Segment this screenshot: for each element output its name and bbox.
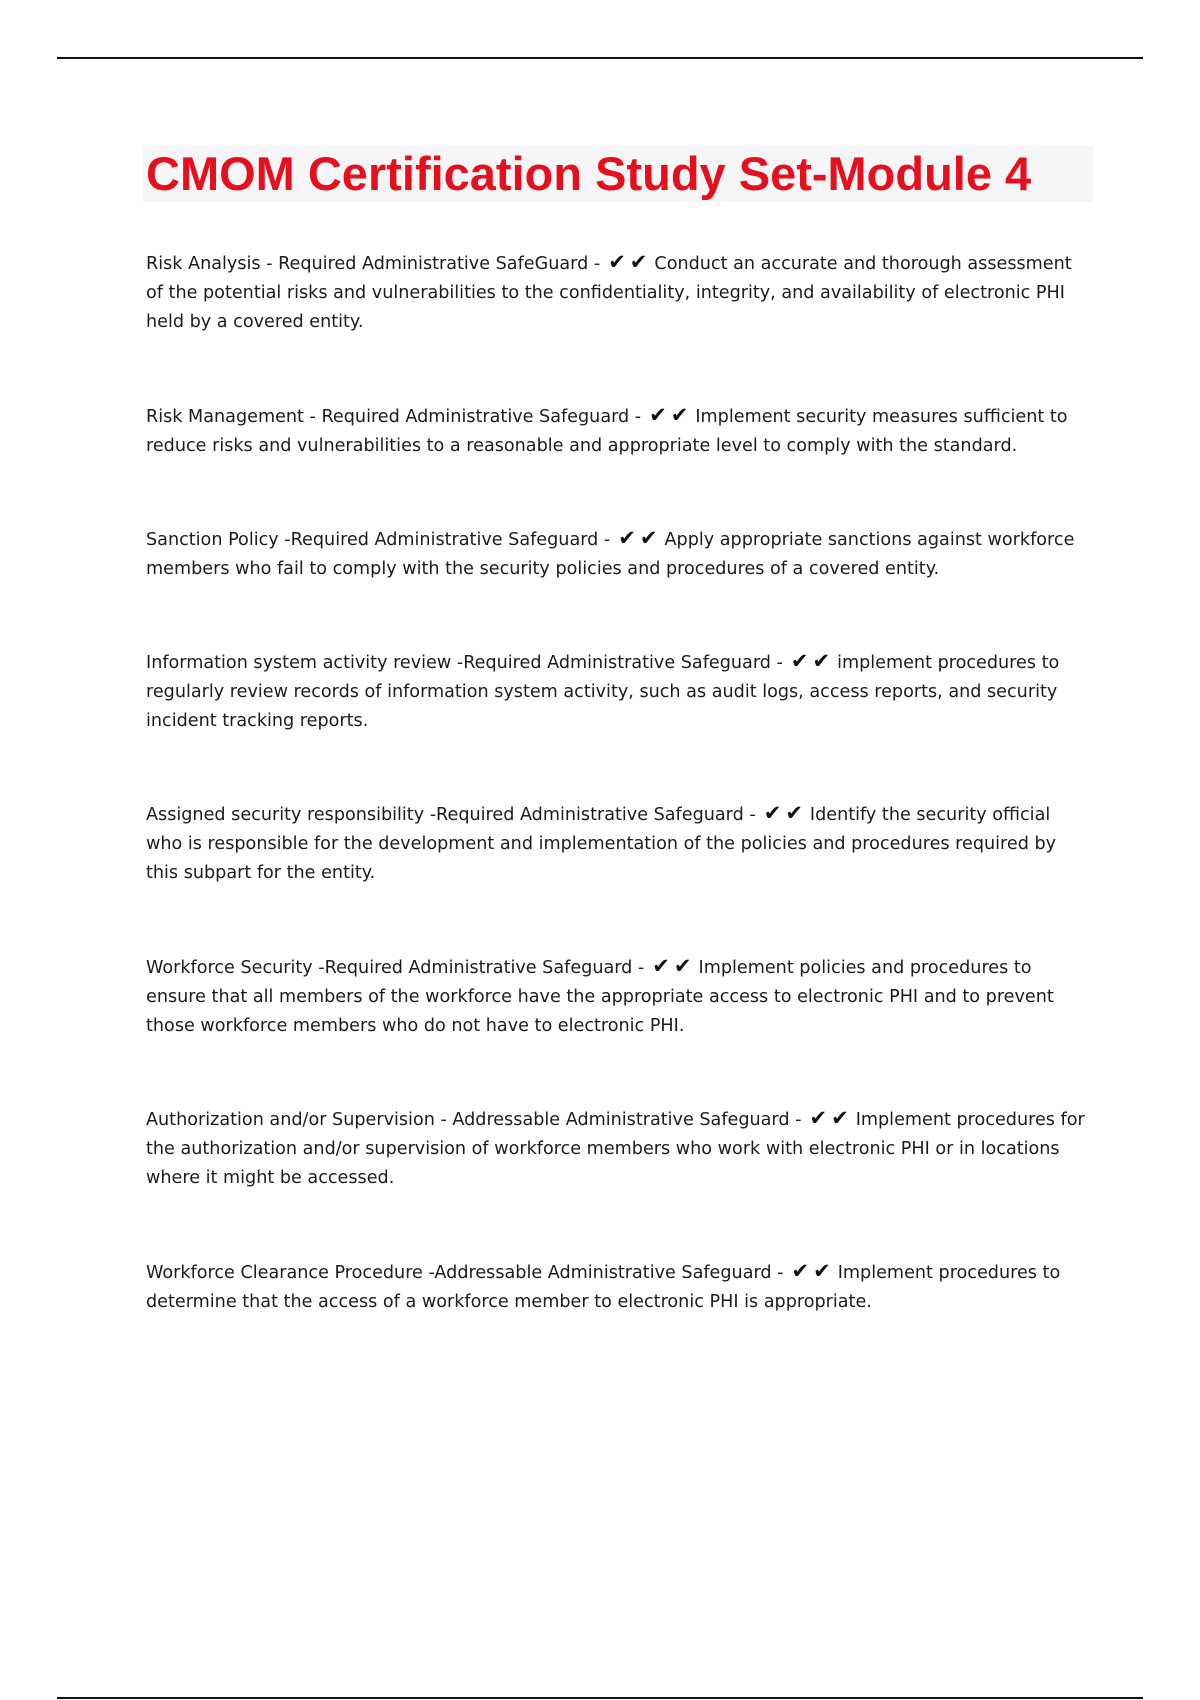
entry-term: Workforce Clearance Procedure -Addressable Administrative Safeguard - <box>146 1263 784 1283</box>
flashcard-entry <box>146 952 1091 1041</box>
check-mark-icon: ✔✔ <box>608 250 652 274</box>
entry-term: Sanction Policy -Required Administrative Safeguard - <box>146 530 611 550</box>
entry-definition: implement procedures to regularly review records of information system activity, such as audit logs, access reports, and security incident tracking reports. <box>146 653 1060 731</box>
flashcard-entry <box>146 1104 1091 1193</box>
entry-definition: Implement policies and procedures to ensure that all members of the workforce have the appropriate access to electronic PHI and to prevent those workforce members who do not have to electronic PHI. <box>146 958 1054 1036</box>
check-mark-icon: ✔✔ <box>618 526 662 550</box>
entry-definition: Apply appropriate sanctions against workforce members who fail to comply with the security policies and procedures of a covered entity. <box>146 530 1075 579</box>
check-mark-icon: ✔✔ <box>791 1259 835 1283</box>
entry-definition: Conduct an accurate and thorough assessment of the potential risks and vulnerabilities to the confidentiality, integrity, and availability of electronic PHI held by a covered entity. <box>146 254 1072 332</box>
entry-term: Risk Analysis - Required Administrative SafeGuard - <box>146 254 601 274</box>
check-mark-icon: ✔✔ <box>763 801 807 825</box>
entry-term: Risk Management - Required Administrative Safeguard - <box>146 407 642 427</box>
flashcard-entry <box>146 647 1091 736</box>
entry-term: Authorization and/or Supervision - Addressable Administrative Safeguard - <box>146 1110 802 1130</box>
top-divider <box>57 57 1143 59</box>
check-mark-icon: ✔✔ <box>790 649 835 673</box>
entry-definition: Identify the security official who is responsible for the development and implementation of the policies and procedures required by this subpart for the entity. <box>146 805 1057 883</box>
flashcard-entry <box>146 248 1091 337</box>
flashcard-entry <box>146 799 1091 888</box>
flashcard-entry <box>146 1257 1091 1317</box>
check-mark-icon: ✔✔ <box>649 403 693 427</box>
entry-term: Workforce Security -Required Administrative Safeguard - <box>146 958 645 978</box>
bottom-divider <box>57 1697 1143 1699</box>
entry-definition: Implement security measures sufficient to reduce risks and vulnerabilities to a reasonable and appropriate level to comply with the standard. <box>146 407 1068 456</box>
entry-definition: Implement procedures for the authorization and/or supervision of workforce members who work with electronic PHI or in locations where it might be accessed. <box>146 1110 1085 1188</box>
entry-definition: Implement procedures to determine that the access of a workforce member to electronic PHI is appropriate. <box>146 1263 1061 1312</box>
check-mark-icon: ✔✔ <box>652 954 696 978</box>
document-title: CMOM Certification Study Set-Module 4 <box>146 147 1032 200</box>
entry-term: Information system activity review -Required Administrative Safeguard - <box>146 653 783 673</box>
flashcard-entry <box>146 401 1091 461</box>
entry-term: Assigned security responsibility -Required Administrative Safeguard - <box>146 805 756 825</box>
flashcard-entry <box>146 524 1091 584</box>
check-mark-icon: ✔✔ <box>809 1106 853 1130</box>
